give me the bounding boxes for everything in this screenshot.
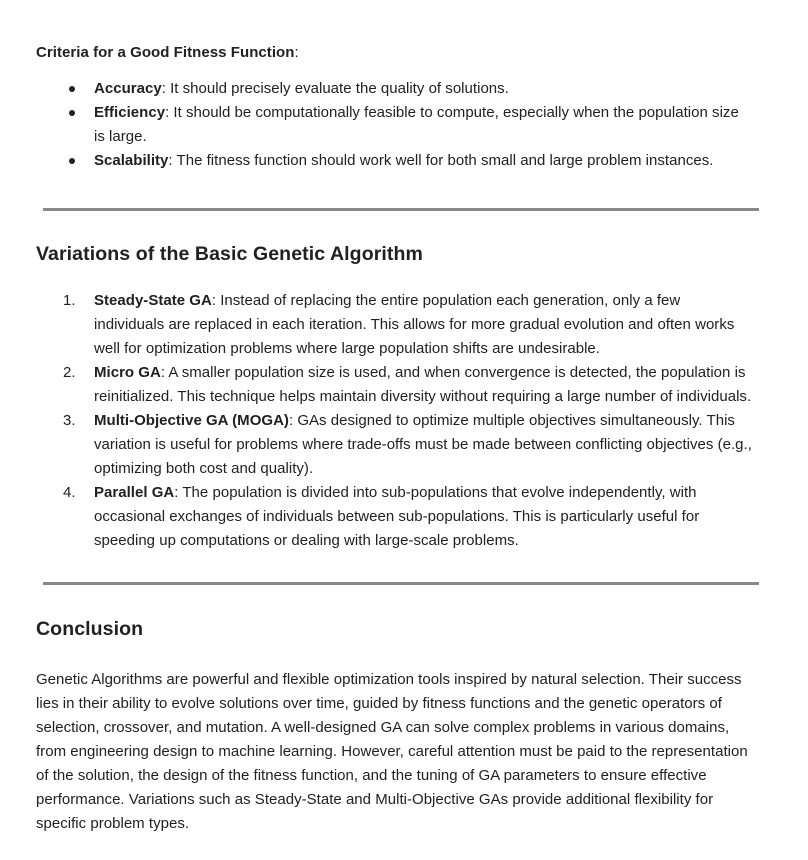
list-item-text: : Instead of replacing the entire population each generation, only a few individuals are replaced in each iteration. This allows for more gradual evolution and often works well for optimization problems where large population shifts are undesirable.: [94, 292, 735, 357]
criteria-lead-suffix: :: [294, 44, 299, 61]
list-item: [36, 409, 752, 481]
list-item: [36, 289, 752, 361]
list-item: [36, 361, 752, 409]
list-item-term: Accuracy: [94, 80, 162, 97]
criteria-lead-line: [36, 0, 752, 65]
list-item-text: : The population is divided into sub-populations that evolve independently, with occasional exchanges of individuals between sub-populations. This is particularly useful for speeding up computations or dealing with large-scale problems.: [94, 484, 700, 549]
list-item: [36, 101, 752, 149]
spacer-list-rule: [36, 173, 752, 208]
list-item: [36, 77, 752, 101]
spacer-list-rule-2: [36, 553, 752, 582]
spacer-rule-heading-2: [36, 585, 752, 616]
list-item-text: : The fitness function should work well for both small and large problem instances.: [168, 152, 714, 169]
list-item-text: : GAs designed to optimize multiple objectives simultaneously. This variation is useful for problems where trade-offs must be made between conflicting objectives (e.g., optimizing both cost and quality).: [94, 412, 752, 477]
list-item-term: Scalability: [94, 152, 169, 169]
criteria-bullet-list: [36, 77, 752, 173]
spacer-heading-list: [36, 267, 752, 289]
spacer-lead-list: [36, 65, 752, 77]
list-item-term: Micro GA: [94, 364, 161, 381]
spacer-heading-paragraph: [36, 642, 752, 668]
criteria-lead-bold: Criteria for a Good Fitness Function: [36, 44, 295, 61]
list-item: [36, 481, 752, 553]
conclusion-heading: Conclusion: [36, 618, 144, 640]
spacer-rule-heading: [36, 211, 752, 241]
list-item-term: Parallel GA: [94, 484, 175, 501]
list-item-text: : A smaller population size is used, and when convergence is detected, the population is reinitialized. This technique helps maintain diversity without requiring a large number of individuals.: [94, 364, 752, 405]
list-item: [36, 149, 752, 173]
list-item-text: : It should be computationally feasible to compute, especially when the population size is large.: [94, 104, 739, 145]
conclusion-paragraph: Genetic Algorithms are powerful and flexible optimization tools inspired by natural selection. Their success lies in their ability to evolve solutions over time, guided by fitness functions and the genetic operators of selection, crossover, and mutation. A well-designed GA can solve complex problems in various domains, from engineering design to machine learning. However, careful attention must be paid to the representation of the solution, the design of the fitness function, and the tuning of GA parameters to ensure effective performance. Variations such as Steady-State and Multi-Objective GAs provide additional flexibility for specific problem types.: [36, 671, 748, 832]
list-item-term: Efficiency: [94, 104, 166, 121]
variations-heading: Variations of the Basic Genetic Algorithm: [36, 243, 423, 265]
list-item-term: Multi-Objective GA (MOGA): [94, 412, 289, 429]
variations-numbered-list: [36, 289, 752, 553]
list-item-text: : It should precisely evaluate the quality of solutions.: [161, 80, 509, 97]
list-item-term: Steady-State GA: [94, 292, 212, 309]
